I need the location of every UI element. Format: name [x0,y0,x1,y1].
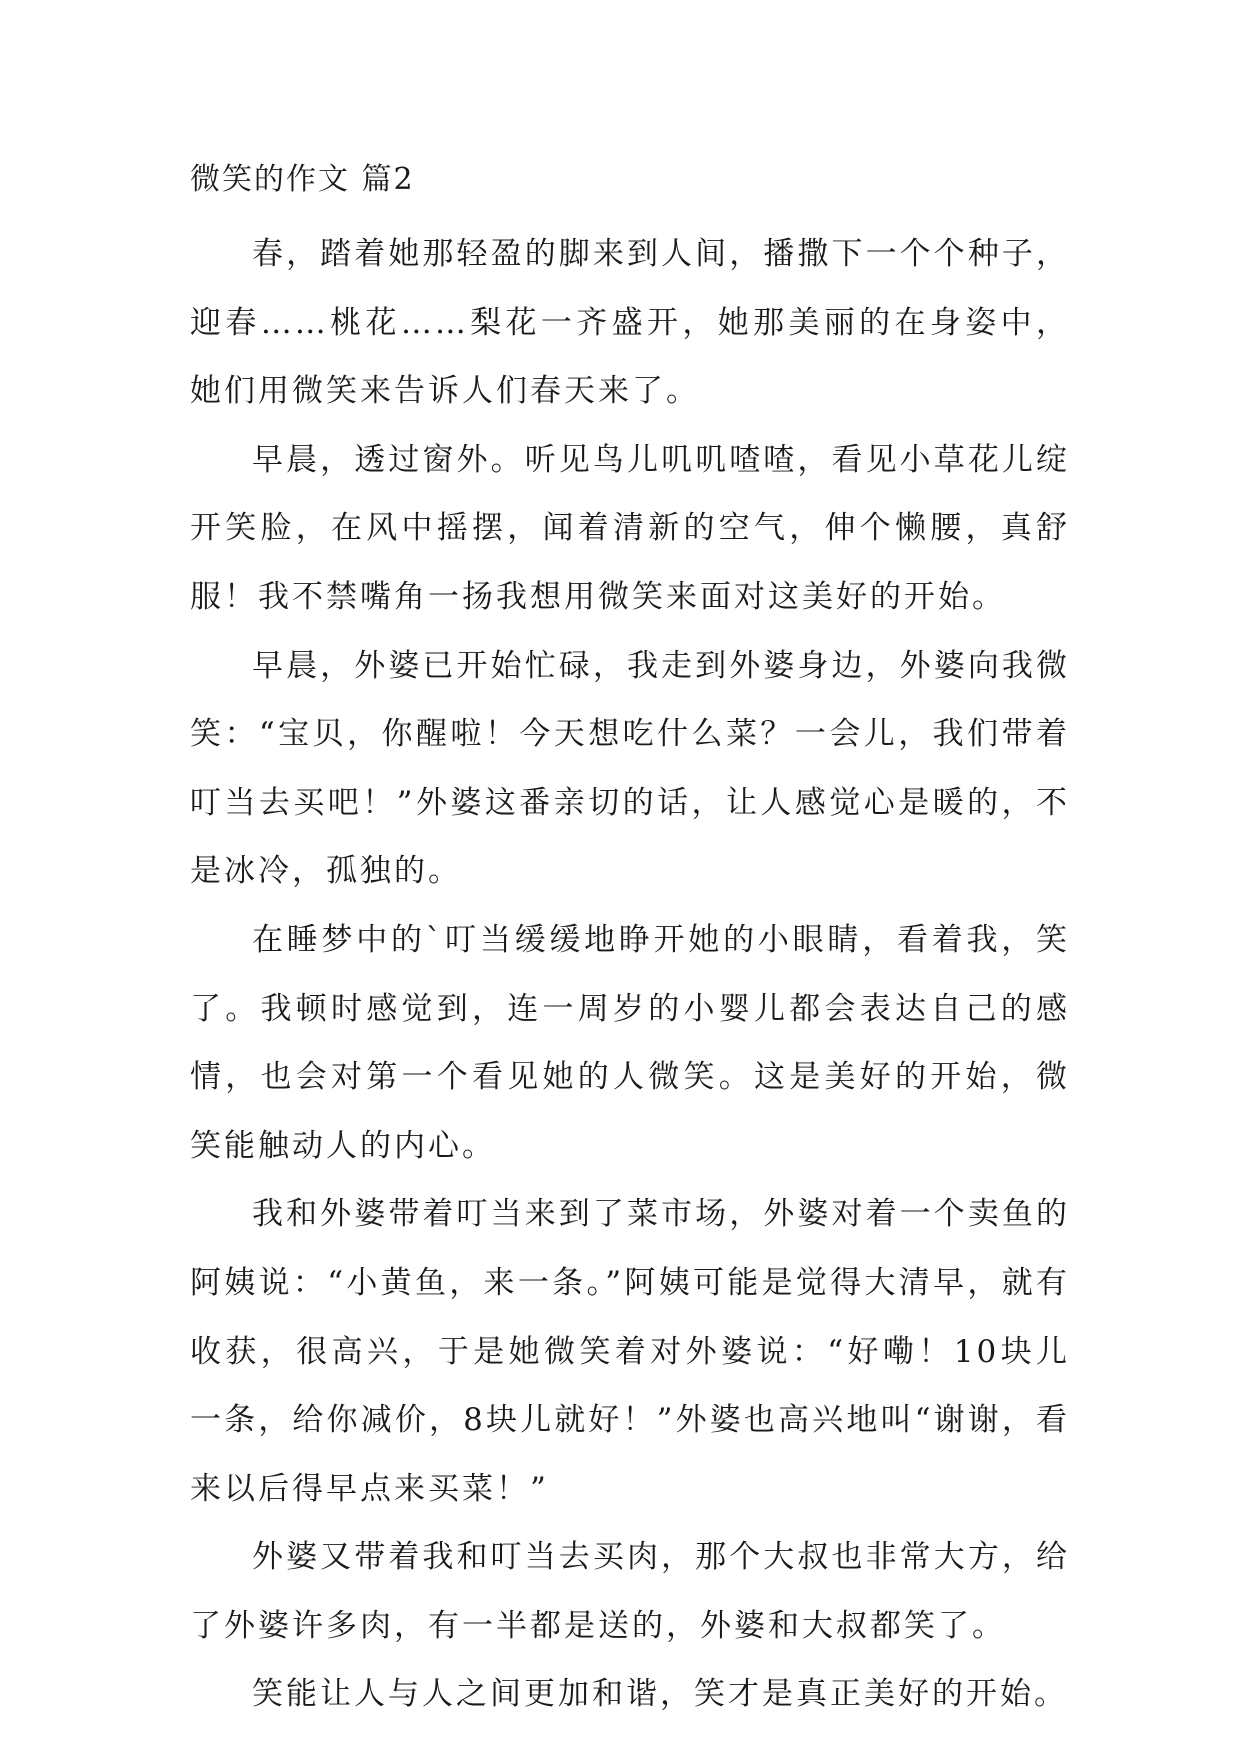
paragraph-4: 在睡梦中的`叮当缓缓地睁开她的小眼睛，看着我，笑了。我顿时感觉到，连一周岁的小婴儿都会表达自己的感情，也会对第一个看见她的人微笑。这是美好的开始，微笑能触动人的内心。 [190,921,1070,1164]
essay-title: 微笑的作文 篇2 [190,162,415,197]
paragraph-1: 春，踏着她那轻盈的脚来到人间，播撒下一个个种子，迎春……桃花……梨花一齐盛开，她那美丽的在身姿中，她们用微笑来告诉人们春天来了。 [190,236,1070,410]
paragraph-6: 外婆又带着我和叮当去买肉，那个大叔也非常大方，给了外婆许多肉，有一半都是送的，外婆和大叔都笑了。 [190,1539,1070,1644]
document-page [190,158,1070,1729]
paragraph-3: 早晨，外婆已开始忙碌，我走到外婆身边，外婆向我微笑：“宝贝，你醒啦！今天想吃什么菜？一会儿，我们带着叮当去买吧！”外婆这番亲切的话，让人感觉心是暖的，不是冰冷，孤独的。 [190,647,1070,890]
paragraph-5: 我和外婆带着叮当来到了菜市场，外婆对着一个卖鱼的阿姨说：“小黄鱼，来一条。”阿姨可能是觉得大清早，就有收获，很高兴，于是她微笑着对外婆说：“好嘞！10块儿一条，给你减价，8块儿就好！”外婆也高兴地叫“谢谢，看来以后得早点来买菜！” [190,1196,1070,1507]
paragraph-7: 笑能让人与人之间更加和谐，笑才是真正美好的开始。 [252,1676,1068,1713]
paragraph-2: 早晨，透过窗外。听见鸟儿叽叽喳喳，看见小草花儿绽开笑脸，在风中摇摆，闻着清新的空气，伸个懒腰，真舒服！我不禁嘴角一扬我想用微笑来面对这美好的开始。 [190,441,1070,615]
